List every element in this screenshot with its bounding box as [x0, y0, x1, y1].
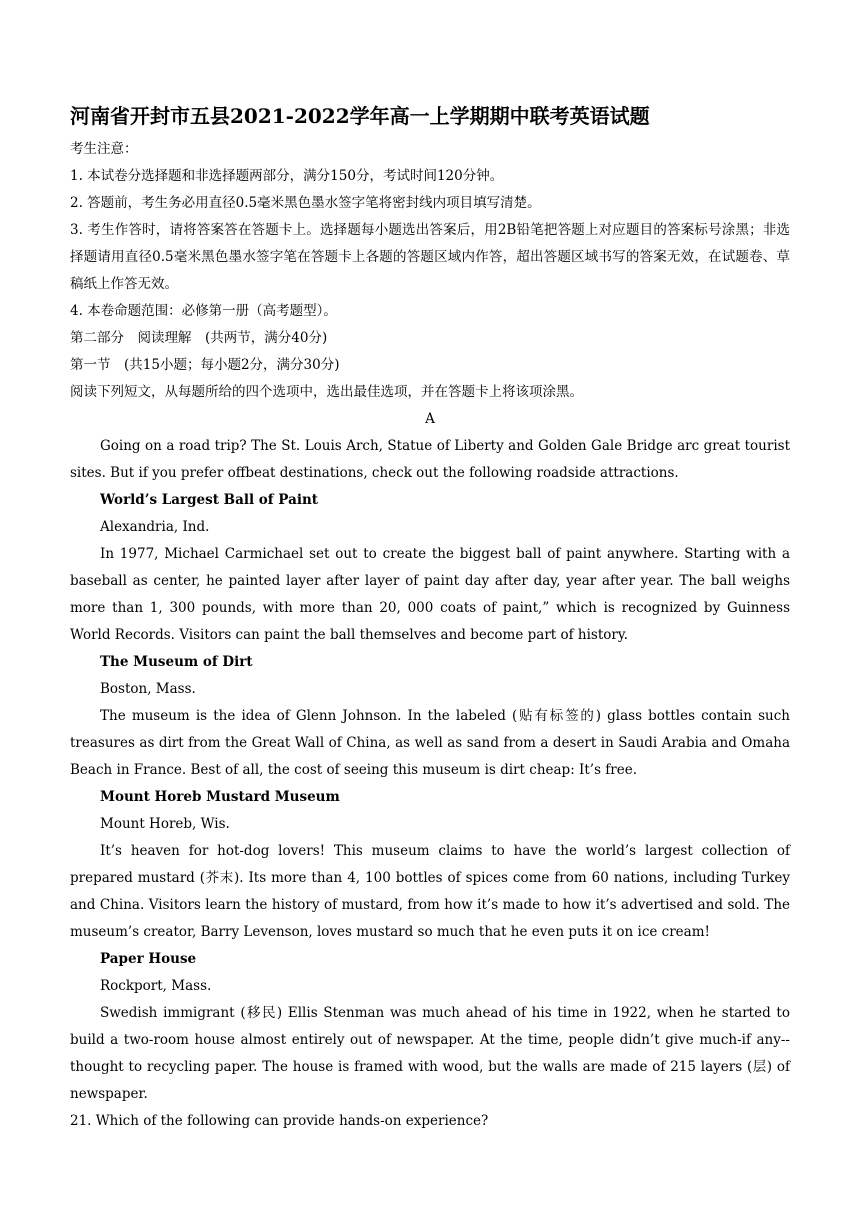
- passage-label: A: [425, 411, 435, 427]
- attraction-location: Boston, Mass.: [100, 681, 196, 697]
- notice-heading: 考生注意：: [70, 141, 138, 157]
- notice-item: 3. 考生作答时，请将答案答在答题卡上。选择题每小题选出答案后，用2B铅笔把答题上对应题目的答案标号涂黑；非选择题请用直径0.5毫米黑色墨水签字笔在答题卡上各题的答题区域内作答，超出答题区域书写的答案无效，在试题卷、草稿纸上作答无效。: [70, 222, 790, 292]
- attraction-name: World’s Largest Ball of Paint: [100, 492, 319, 508]
- attraction-description: Swedish immigrant (移民) Ellis Stenman was much ahead of his time in 1922, when he started to build a two-room house almost entirely out of newspaper. At the time, people didn’t give much-if any--thought to recycling paper. The house is framed with wood, but the walls are made of 215 layers (层) of newspaper.: [70, 1005, 790, 1102]
- attraction-description: In 1977, Michael Carmichael set out to create the biggest ball of paint anywhere. Starting with a baseball as center, he painted layer after layer of paint day after day, year after year. The ball weighs more than 1, 300 pounds, with more than 20, 000 coats of paint,” which is recognized by Guinness World Records. Visitors can paint the ball themselves and become part of history.: [70, 546, 790, 643]
- subsection-heading: 第一节 (共15小题；每小题2分，满分30分): [70, 357, 340, 373]
- section-instruction: 阅读下列短文，从每题所给的四个选项中，选出最佳选项，并在答题卡上将该项涂黑。: [70, 384, 583, 400]
- attraction-location: Alexandria, Ind.: [100, 519, 210, 535]
- attraction-name: The Museum of Dirt: [100, 654, 253, 670]
- section-part-heading: 第二部分 阅读理解 (共两节，满分40分): [70, 330, 328, 346]
- attraction-location: Mount Horeb, Wis.: [100, 816, 230, 832]
- attraction-description: It’s heaven for hot-dog lovers! This museum claims to have the world’s largest collection of prepared mustard (芥末). Its more than 4, 100 bottles of spices come from 60 nations, including Turkey and China. Visitors learn the history of mustard, from how it’s made to how it’s advertised and sold. The museum’s creator, Barry Levenson, loves mustard so much that he even puts it on ice cream!: [70, 843, 790, 940]
- exam-page: [70, 100, 790, 1135]
- attraction-name: Mount Horeb Mustard Museum: [100, 789, 340, 805]
- attraction-description: The museum is the idea of Glenn Johnson. In the labeled (贴有标签的) glass bottles contain such treasures as dirt from the Great Wall of China, as well as sand from a desert in Saudi Arabia and Omaha Beach in France. Best of all, the cost of seeing this museum is dirt cheap: It’s free.: [70, 708, 790, 778]
- notice-item: 2. 答题前，考生务必用直径0.5毫米黑色墨水签字笔将密封线内项目填写清楚。: [70, 195, 541, 211]
- question-21: 21. Which of the following can provide hands-on experience?: [70, 1113, 489, 1129]
- attraction-location: Rockport, Mass.: [100, 978, 212, 994]
- attraction-name: Paper House: [100, 951, 197, 967]
- notice-item: 1. 本试卷分选择题和非选择题两部分，满分150分，考试时间120分钟。: [70, 168, 504, 184]
- passage-intro: Going on a road trip? The St. Louis Arch, Statue of Liberty and Golden Gale Bridge arc great tourist sites. But if you prefer offbeat destinations, check out the following roadside attractions.: [70, 438, 790, 481]
- page-title: 河南省开封市五县2021-2022学年高一上学期期中联考英语试题: [70, 104, 650, 128]
- notice-item: 4. 本卷命题范围：必修第一册（高考题型）。: [70, 303, 337, 319]
